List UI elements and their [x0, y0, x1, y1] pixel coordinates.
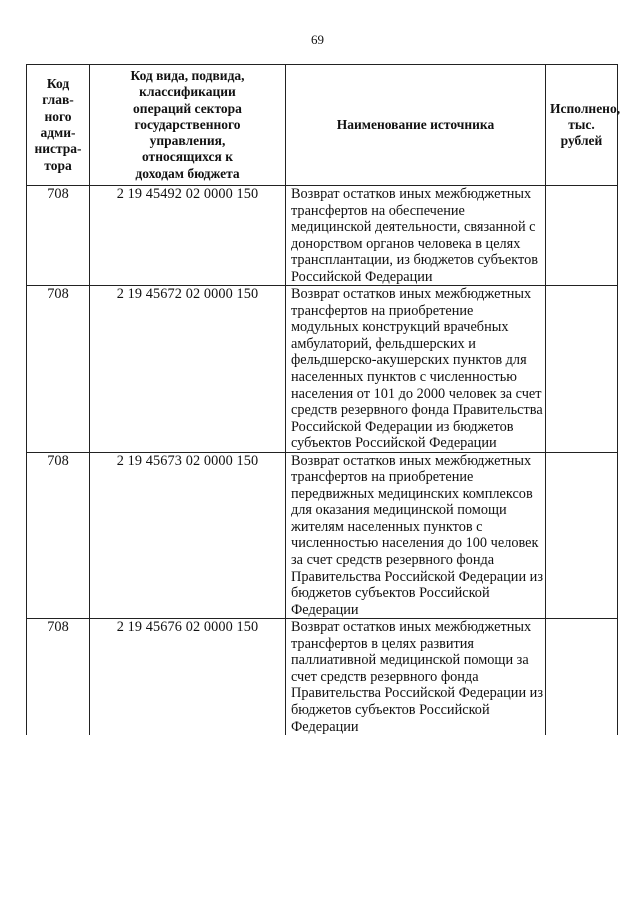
header-source-name: Наименование источника	[286, 65, 546, 186]
table-header	[27, 65, 621, 186]
admin-code-cell: 708	[27, 619, 90, 735]
table-row	[27, 186, 618, 286]
executed-amount-cell	[546, 619, 618, 735]
executed-amount-cell	[546, 286, 618, 452]
source-name-cell: Возврат остатков иных межбюджетных трансфертов на приобретение модульных конструкций врачебных амбулаторий, фельдшерских и фельдшерско-акушерских пунктов для населенных пунктов с численностью населения от 101 до 2000 человек за счет средств резервного фонда Правительства Российской Федерации из бюджетов субъектов Российской Федерации	[286, 286, 546, 452]
table-row	[27, 286, 618, 452]
header-executed: Исполнено, тыс. рублей	[546, 65, 618, 186]
header-classification-code: Код вида, подвида, классификации операций сектора государственного управления, относящихся к доходам бюджета	[90, 65, 286, 186]
header-admin-code: Код глав- ного адми- нистра- тора	[27, 65, 90, 186]
admin-code-cell: 708	[27, 286, 90, 452]
table-row	[27, 619, 618, 735]
admin-code-cell: 708	[27, 186, 90, 286]
table-row	[27, 452, 618, 618]
source-name-cell: Возврат остатков иных межбюджетных трансфертов на приобретение передвижных медицинских комплексов для оказания медицинской помощи жителям населенных пунктов с численностью населения до 100 человек за счет средств резервного фонда Правительства Российской Федерации из бюджетов субъектов Российской Федерации	[286, 452, 546, 618]
classification-code-cell: 2 19 45672 02 0000 150	[90, 286, 286, 452]
source-name-cell: Возврат остатков иных межбюджетных трансфертов на обеспечение медицинской деятельности, связанной с донорством органов человека в целях трансплантации, из бюджетов субъектов Российской Федерации	[286, 186, 546, 286]
source-name-cell: Возврат остатков иных межбюджетных трансфертов в целях развития паллиативной медицинской помощи за счет средств резервного фонда Правительства Российской Федерации из бюджетов субъектов Российской Федерации	[286, 619, 546, 735]
page-number: 69	[311, 32, 324, 47]
executed-amount-cell	[546, 186, 618, 286]
classification-code-cell: 2 19 45492 02 0000 150	[90, 186, 286, 286]
executed-amount-cell	[546, 452, 618, 618]
classification-code-cell: 2 19 45673 02 0000 150	[90, 452, 286, 618]
table-body	[27, 186, 618, 736]
classification-code-cell: 2 19 45676 02 0000 150	[90, 619, 286, 735]
revenue-sources-table	[26, 64, 621, 735]
admin-code-cell: 708	[27, 452, 90, 618]
header-row	[27, 65, 618, 186]
